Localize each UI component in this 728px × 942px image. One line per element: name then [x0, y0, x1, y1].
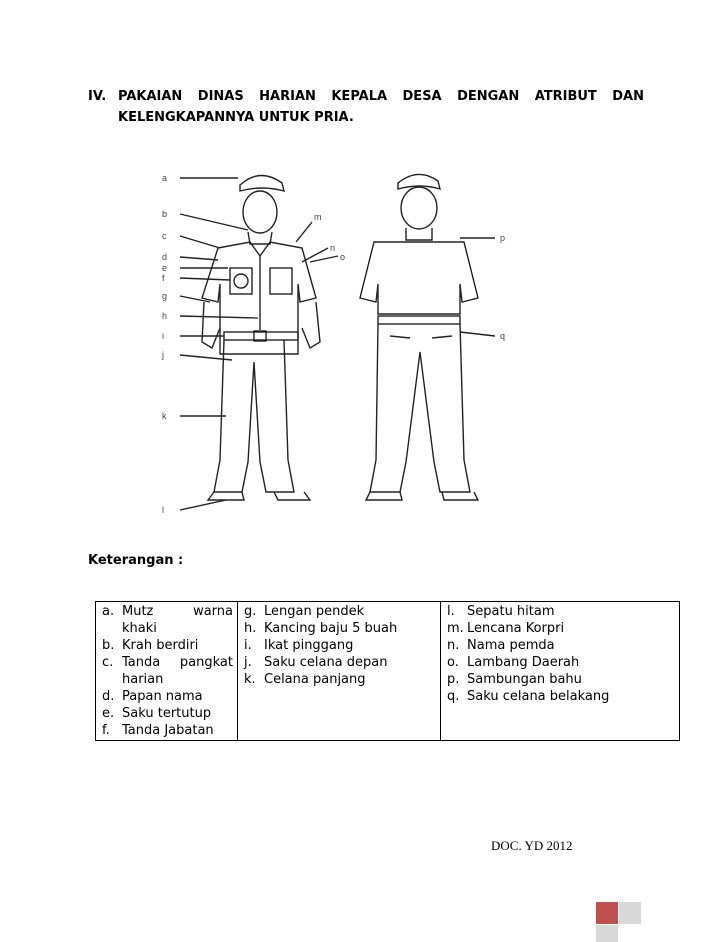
legend-letter: b. [102, 638, 115, 653]
legend-text: Mutz warna khaki [122, 604, 233, 636]
legend-letter: e. [102, 706, 115, 721]
legend-text: Papan nama [122, 689, 203, 704]
legend-item [102, 637, 233, 654]
legend-letter: c. [102, 655, 114, 670]
legend-item [102, 603, 233, 637]
decorative-square-accent [596, 902, 618, 924]
figure-label-p: p [500, 233, 506, 243]
figure-label-k: k [162, 411, 167, 421]
figure-label-d: d [162, 252, 168, 262]
legend-column-2 [238, 602, 441, 741]
doc-footer: DOC. YD 2012 [491, 838, 573, 853]
figure-label-e: e [162, 263, 168, 273]
legend-item [447, 603, 675, 620]
figure-label-m: m [314, 212, 322, 222]
legend-letter: g. [244, 604, 257, 619]
legend-letter: i. [244, 638, 252, 653]
legend-text: Ikat pinggang [264, 638, 354, 653]
figure-label-f: f [162, 273, 165, 283]
legend-item [102, 654, 233, 688]
legend-text: Saku celana depan [264, 655, 388, 670]
legend-column-3 [441, 602, 680, 741]
legend-item [244, 637, 436, 654]
keterangan-label: Keterangan : [88, 553, 184, 568]
heading-line-1: PAKAIAN DINAS HARIAN KEPALA DESA DENGAN ATRIBUT DAN [118, 89, 644, 104]
legend-item [244, 603, 436, 620]
figure-label-i: i [162, 331, 164, 341]
figure-label-a: a [162, 173, 168, 183]
decorative-square-grey-lower [596, 925, 618, 942]
figure-label-n: n [330, 243, 336, 253]
legend-text: Lencana Korpri [467, 621, 565, 636]
decorative-square-grey [619, 902, 641, 924]
legend-item [244, 620, 436, 637]
legend-item [102, 722, 233, 739]
legend-letter: n. [447, 638, 460, 653]
heading-line-2: KELENGKAPANNYA UNTUK PRIA. [118, 110, 354, 125]
legend-item [447, 637, 675, 654]
legend-letter: o. [447, 655, 459, 670]
legend-letter: j. [244, 655, 252, 670]
legend-column-1 [96, 602, 238, 741]
legend-letter: d. [102, 689, 115, 704]
figure-label-c: c [162, 231, 167, 241]
legend-item [447, 671, 675, 688]
section-heading [88, 86, 644, 128]
legend-letter: l. [447, 604, 455, 619]
legend-letter: q. [447, 689, 460, 704]
legend-letter: a. [102, 604, 115, 619]
legend-item [244, 654, 436, 671]
legend-letter: f. [102, 723, 110, 738]
legend-text: Celana panjang [264, 672, 366, 687]
legend-item [102, 688, 233, 705]
legend-text: Kancing baju 5 buah [264, 621, 398, 636]
legend-letter: p. [447, 672, 460, 687]
legend-text: Tanda pangkat harian [122, 655, 233, 687]
figure-label-o: o [340, 252, 346, 262]
figure-label-g: g [162, 291, 168, 301]
legend-item [447, 654, 675, 671]
legend-table [95, 601, 680, 741]
figure-label-h: h [162, 311, 168, 321]
figure-label-l: l [162, 505, 164, 515]
legend-letter: k. [244, 672, 256, 687]
figure-label-j: j [162, 350, 164, 360]
legend-item [447, 620, 675, 637]
uniform-drawing [140, 150, 540, 525]
legend-text: Saku tertutup [122, 706, 212, 721]
legend-text: Lengan pendek [264, 604, 365, 619]
legend-text: Krah berdiri [122, 638, 199, 653]
legend-letter: m. [447, 621, 464, 636]
legend-item [102, 705, 233, 722]
legend-text: Nama pemda [467, 638, 555, 653]
legend-text: Lambang Daerah [467, 655, 580, 670]
legend-text: Tanda Jabatan [122, 723, 214, 738]
legend-text: Sambungan bahu [467, 672, 582, 687]
uniform-illustration [140, 150, 540, 525]
legend-text: Sepatu hitam [467, 604, 555, 619]
legend-item [244, 671, 436, 688]
legend-text: Saku celana belakang [467, 689, 610, 704]
legend-item [447, 688, 675, 705]
figure-label-b: b [162, 209, 168, 219]
legend-letter: h. [244, 621, 257, 636]
section-number: IV. [88, 89, 107, 104]
figure-label-q: q [500, 331, 506, 341]
